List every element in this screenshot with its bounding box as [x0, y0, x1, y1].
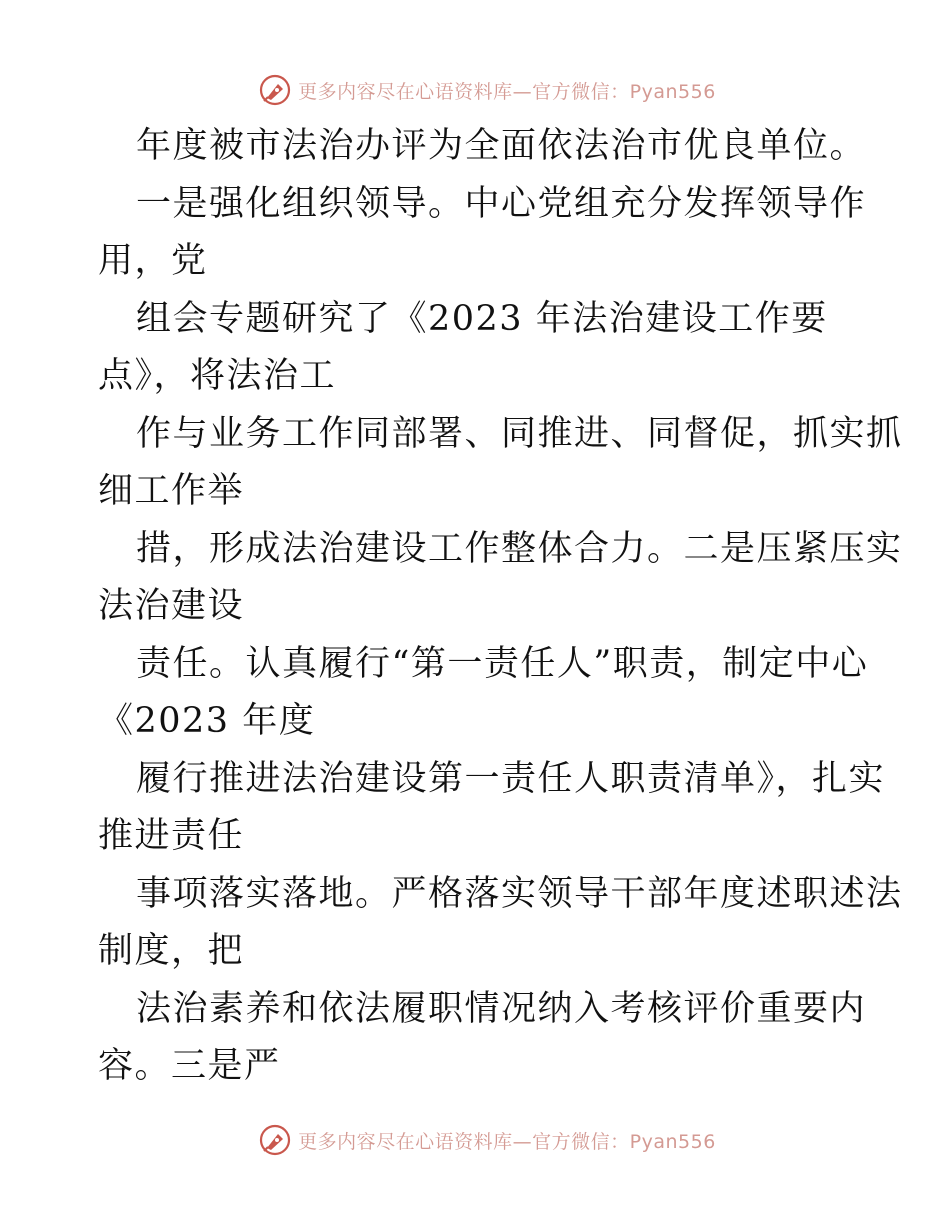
- text-line: 《2023 年度: [98, 701, 316, 741]
- pen-nib-logo-icon: [258, 73, 292, 107]
- text-line: 细工作举: [98, 471, 245, 511]
- text-line: 制度，把: [98, 931, 245, 971]
- text-line: 推进责任: [98, 816, 245, 856]
- text-line: 用，党: [98, 241, 208, 281]
- text-line: 措，形成法治建设工作整体合力。二是压紧压实: [136, 528, 903, 569]
- text-line: 组会专题研究了《2023 年法治建设工作要: [136, 298, 828, 339]
- text-line: 年度被市法治办评为全面依法治市优良单位。: [136, 126, 867, 166]
- pen-nib-logo-icon: [258, 1123, 292, 1157]
- text-line: 容。三是严: [98, 1046, 281, 1086]
- text-line: 履行推进法治建设第一责任人职责清单》，扎实: [136, 758, 886, 799]
- text-line: 事项落实落地。严格落实领导干部年度述职述法: [136, 873, 903, 914]
- text-line: 作与业务工作同部署、同推进、同督促，抓实抓: [136, 413, 903, 454]
- text-line: 点》，将法治工: [98, 356, 337, 396]
- document-body: [98, 118, 903, 1096]
- watermark-text: 更多内容尽在心语资料库—官方微信：Pyan556: [298, 80, 716, 103]
- text-line: 法治素养和依法履职情况纳入考核评价重要内: [136, 988, 867, 1029]
- watermark-text: 更多内容尽在心语资料库—官方微信：Pyan556: [298, 1130, 716, 1153]
- footer-watermark: [0, 1120, 950, 1160]
- text-line: 法治建设: [98, 586, 245, 626]
- text-line: 一是强化组织领导。中心党组充分发挥领导作: [136, 183, 867, 224]
- text-line: 责任。认真履行“第一责任人”职责，制定中心: [136, 643, 869, 684]
- header-watermark: [0, 70, 950, 110]
